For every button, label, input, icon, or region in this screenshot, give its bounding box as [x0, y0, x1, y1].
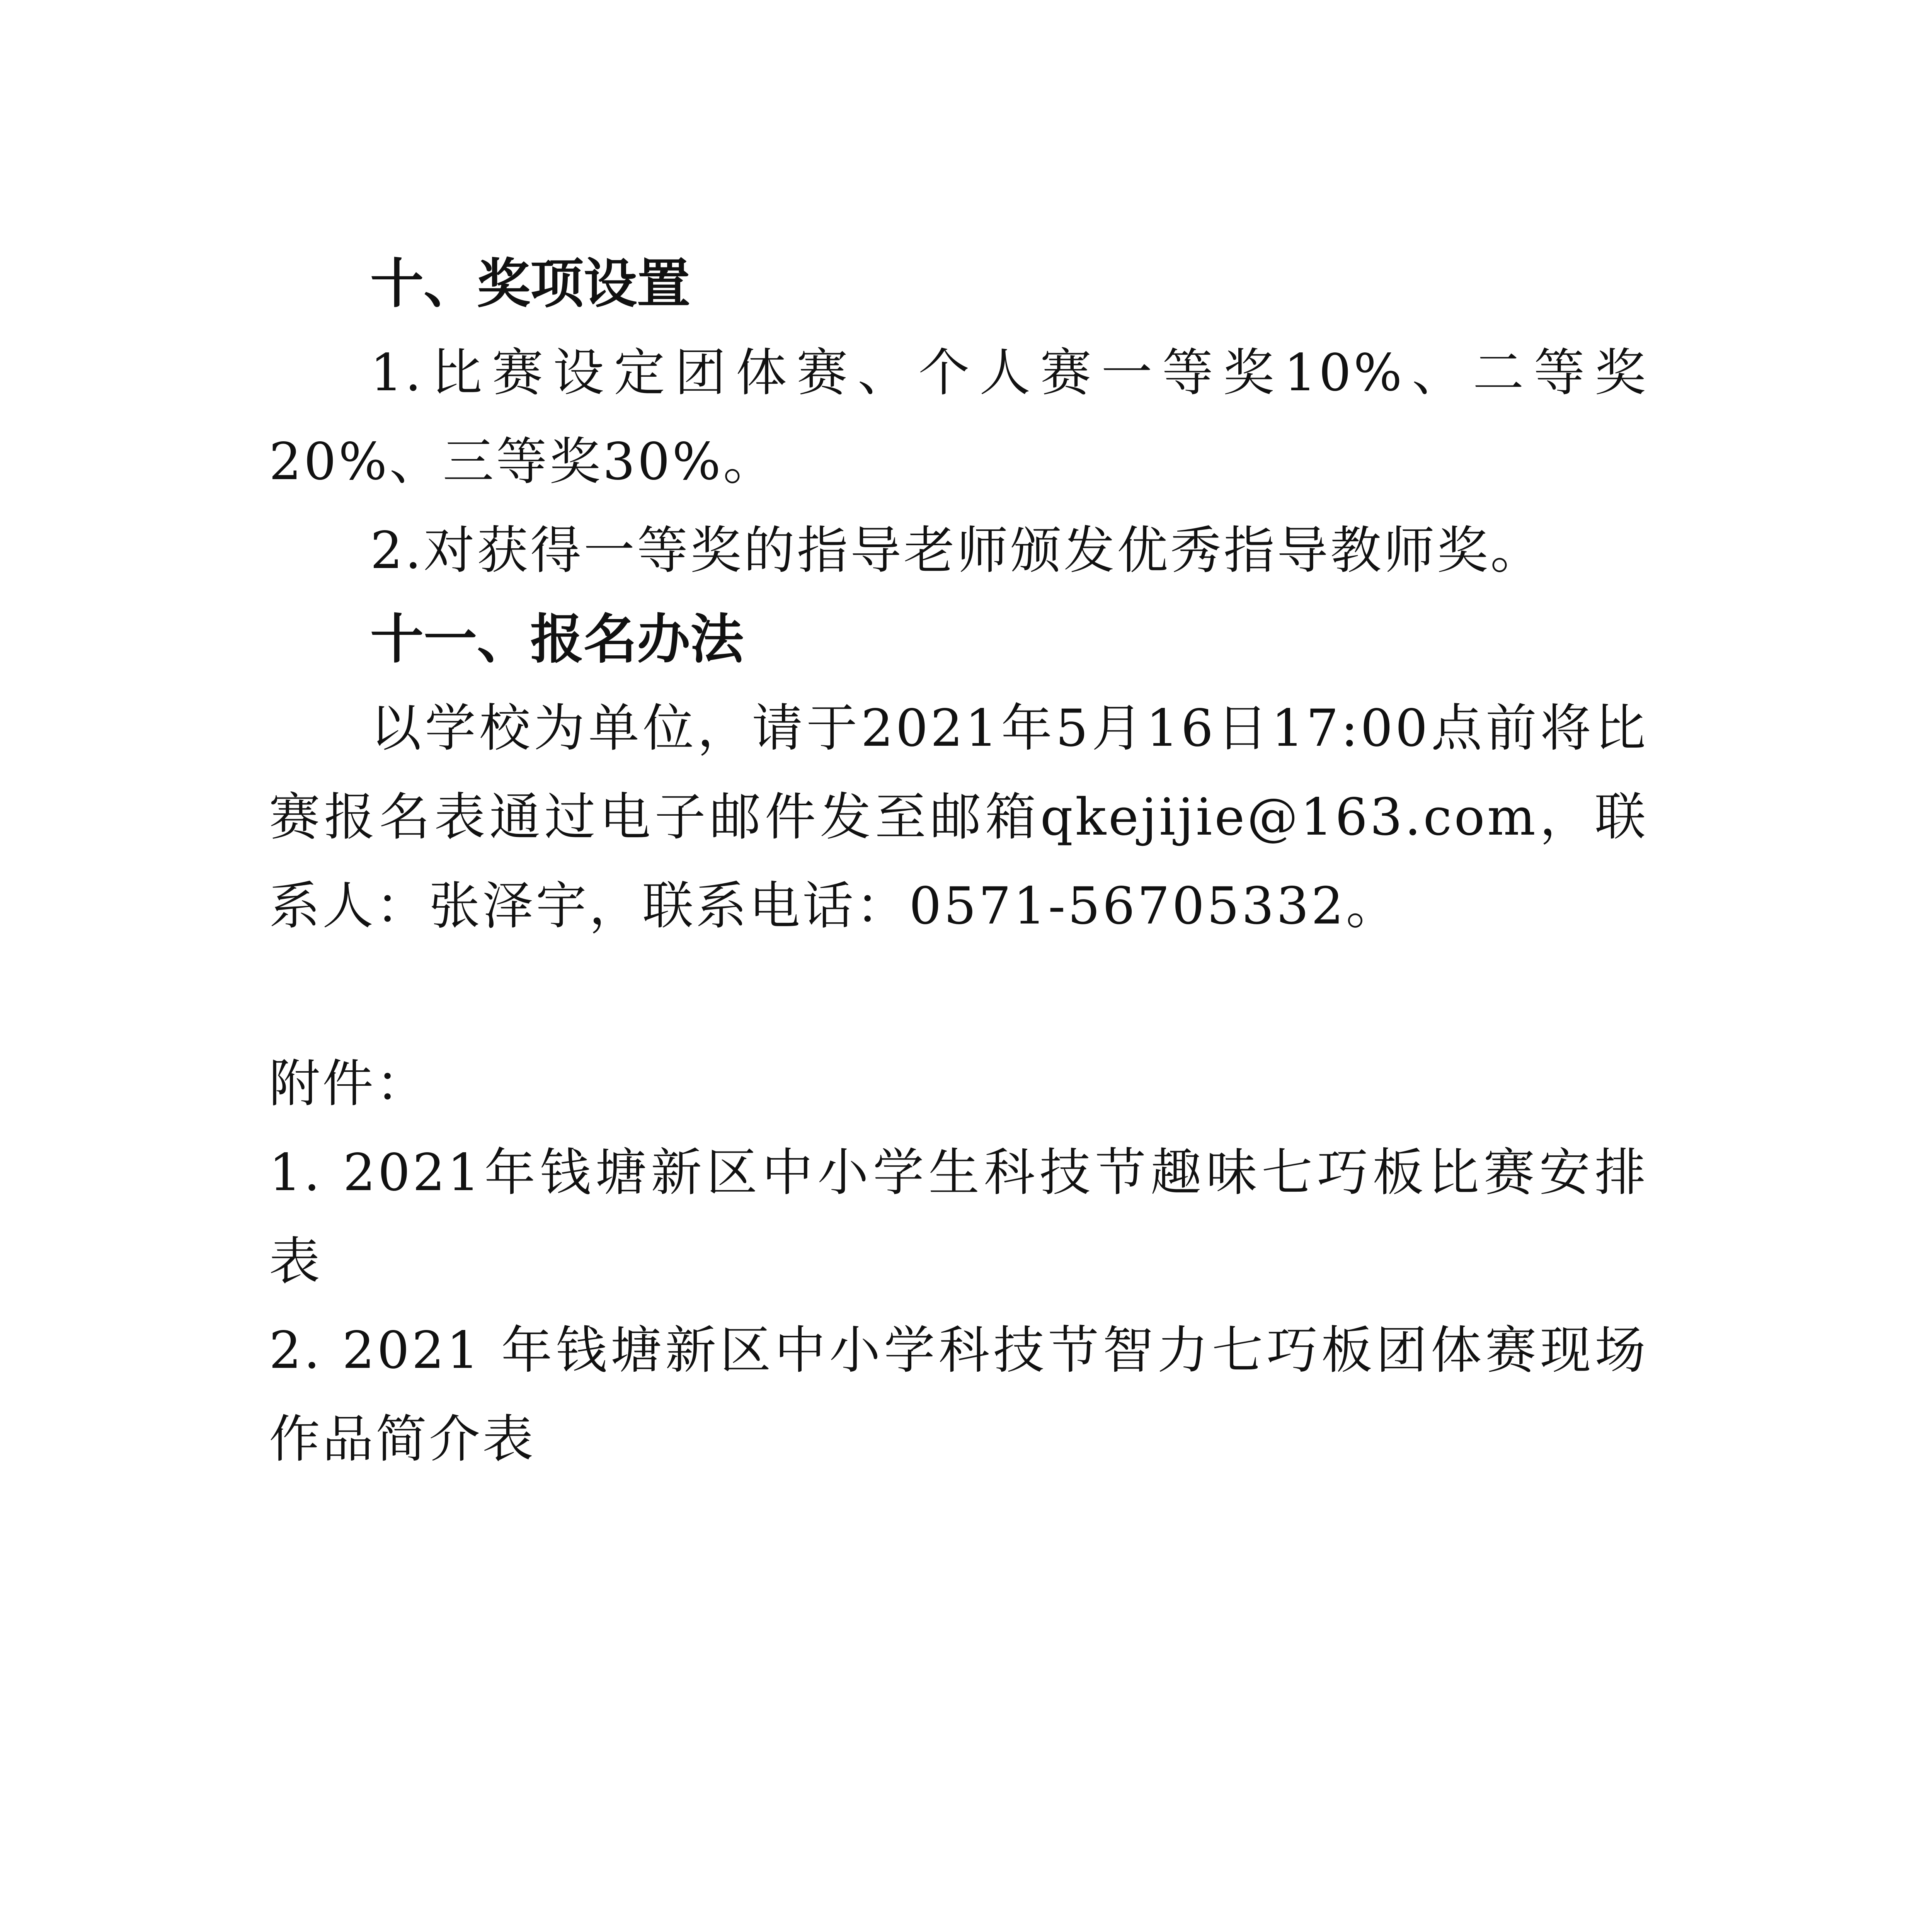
attachment-item-1: 1. 2021年钱塘新区中小学生科技节趣味七巧板比赛安排表	[269, 1143, 1648, 1291]
award-item-2: 2.对获得一等奖的指导老师颁发优秀指导教师奖。	[370, 521, 1544, 580]
registration-instructions: 以学校为单位，请于2021年5月16日17:00点前将比赛报名表通过电子邮件发至邮箱qkejijie@163.com，联系人：张泽宇，联系电话：0571-56705332。	[269, 699, 1648, 936]
section-11-heading: 十一、报名办法	[370, 608, 744, 670]
attachments-label: 附件：	[269, 1054, 429, 1114]
award-item-1: 1.比赛设定团体赛、个人赛一等奖10%、二等奖20%、三等奖30%。	[269, 343, 1648, 492]
document-body	[269, 240, 1648, 1484]
attachment-item-2: 2. 2021 年钱塘新区中小学科技节智力七巧板团体赛现场作品简介表	[269, 1321, 1648, 1469]
section-10-heading: 十、奖项设置	[370, 253, 691, 315]
blank-line	[269, 951, 1648, 1039]
